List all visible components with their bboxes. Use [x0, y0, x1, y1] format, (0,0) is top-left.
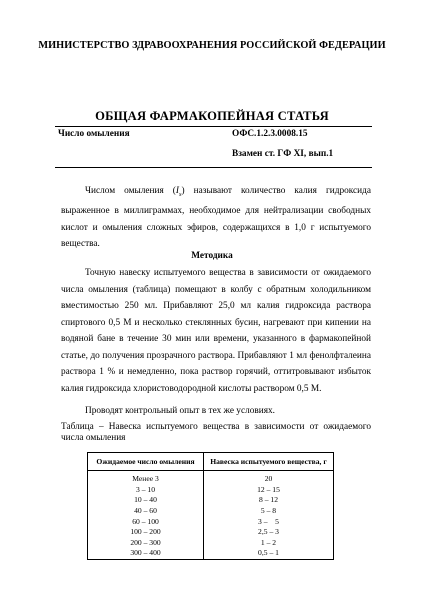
title-rule	[55, 126, 372, 127]
article-code: ОФС.1.2.3.0008.15	[232, 129, 308, 139]
table-cell: 12 – 15	[204, 485, 334, 496]
table-row	[88, 471, 334, 485]
method-paragraph: Точную навеску испытуемого вещества в зависимости от ожидаемого числа омыления (таблица) помещают в колбу с обратным холодильником вместимостью 250 мл. Прибавляют 25,0 мл калия гидроксида раствора спиртового 0,5 М и несколько стеклянных бусин, нагревают при кипении на водяной бане в течение 30 мин или времени, указанного в фармакопейной статье, до получения прозрачного раствора. Прибавляют 1 мл фенолфталеина раствора 1 % и немедленно, пока раствор горячий, оттитровывают избыток калия гидроксида хлористоводородной кислоты раствором 0,5 М.	[61, 268, 371, 394]
definition-text-start: Числом омыления (	[85, 186, 176, 196]
replaces-note: Взамен ст. ГФ XI, вып.1	[232, 149, 334, 159]
table-cell: 300 – 400	[88, 548, 204, 559]
table-row	[88, 516, 334, 527]
table-caption: Таблица – Навеска испытуемого вещества в зависимости от ожидаемого числа омыления	[61, 422, 371, 443]
symbol-is: $I_s$	[175, 186, 182, 198]
table-cell: 10 – 40	[88, 495, 204, 506]
meta-rule	[55, 167, 372, 168]
table-row	[88, 506, 334, 517]
table-row	[88, 548, 334, 559]
table-cell: 0,5 – 1	[204, 548, 334, 559]
sample-weight-table	[87, 452, 334, 560]
column-header: Навеска испытуемого вещества, г	[204, 453, 334, 471]
table-row	[88, 527, 334, 538]
table-cell: 1 – 2	[204, 538, 334, 549]
column-header: Ожидаемое число омыления	[88, 453, 204, 471]
table-row	[88, 538, 334, 549]
table-cell: 200 – 300	[88, 538, 204, 549]
table-cell: Менее 3	[88, 471, 204, 485]
table-cell: 5 – 8	[204, 506, 334, 517]
table-row	[88, 495, 334, 506]
ministry-header: МИНИСТЕРСТВО ЗДРАВООХРАНЕНИЯ РОССИЙСКОЙ ФЕДЕРАЦИИ	[38, 40, 386, 51]
document-title: ОБЩАЯ ФАРМАКОПЕЙНАЯ СТАТЬЯ	[95, 109, 329, 123]
table-cell: 100 – 200	[88, 527, 204, 538]
table-cell: 60 – 100	[88, 516, 204, 527]
table-cell: 40 – 60	[88, 506, 204, 517]
table-cell: 3 – 5	[204, 516, 334, 527]
article-name: Число омыления	[58, 129, 130, 139]
table-header-row	[88, 453, 334, 471]
table-cell: 20	[204, 471, 334, 485]
table-cell: 3 – 10	[88, 485, 204, 496]
definition-paragraph	[61, 183, 371, 253]
definition-text-end: ) называют количество калия гидроксида выраженное в миллиграммах, необходимое для нейтрализации свободных кислот и омыления сложных эфиров, содержащихся в 1,0 г испытуемого вещества.	[61, 186, 371, 250]
table-cell: 8 – 12	[204, 495, 334, 506]
table-row	[88, 485, 334, 496]
control-paragraph: Проводят контрольный опыт в тех же условиях.	[85, 406, 275, 416]
method-heading: Методика	[191, 251, 233, 261]
table-cell: 2,5 – 3	[204, 527, 334, 538]
